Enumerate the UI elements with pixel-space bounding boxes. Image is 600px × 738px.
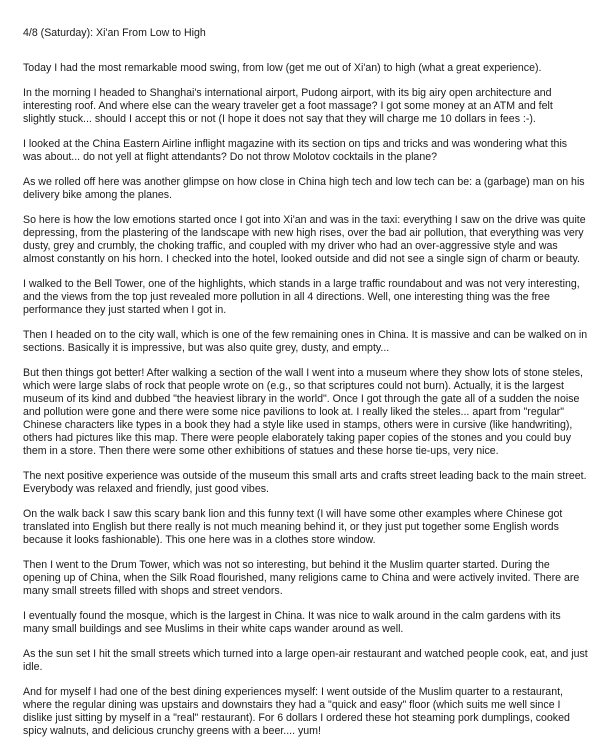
paragraph: Today I had the most remarkable mood swing, from low (get me out of Xi'an) to high (what a great experience). bbox=[23, 62, 542, 74]
paragraph: But then things got better! After walking a section of the wall I went into a museum where they show lots of stone steles, which were large slabs of rock that people wrote on (e.g., so that scriptures could not burn). Actually, it is the largest museum of its kind and dubbed "the heaviest library in the world". Once I got through the gate all of a sudden the noise and pollution were gone and there were some nice pavilions to look at. I really liked the steles... apart from "regular" Chinese characters like types in a book they had a style like used in stamps, others were in cursive (like handwriting), others had pictures like this map. There were people elaborately taking paper copies of the stones and you could buy them in a store. Then there were some other exhibitions of statues and these horse tie-ups, very nice. bbox=[23, 367, 584, 457]
paragraph: As we rolled off here was another glimpse on how close in China high tech and low tech can be: a (garbage) man on his delivery bike among the planes. bbox=[23, 176, 585, 201]
paragraph: The next positive experience was outside of the museum this small arts and crafts street leading back to the main street. Everybody was relaxed and friendly, just good vibes. bbox=[23, 470, 587, 495]
paragraph: I looked at the China Eastern Airline inflight magazine with its section on tips and tricks and was wondering what this was about... do not yell at flight attendants? Do not throw Molotov cocktails in the plane? bbox=[23, 138, 568, 163]
document-title: 4/8 (Saturday): Xi'an From Low to High bbox=[23, 27, 206, 39]
paragraph: I walked to the Bell Tower, one of the highlights, which stands in a large traffic roundabout and was not very interesting, and the views from the top just revealed more pollution in all 4 directions. Well, one interesting thing was the free performance they just started when I got in. bbox=[23, 278, 580, 316]
paragraph: So here is how the low emotions started once I got into Xi'an and was in the taxi: everything I saw on the drive was quite depressing, from the plastering of the landscape with new high rises, over the bad air pollution, that everything was very dusty, grey and crumbly, the choking traffic, and coupled with my driver who had an over-aggressive style and was almost constantly on his horn. I checked into the hotel, looked outside and did not see a single sign of charm or beauty. bbox=[23, 214, 586, 265]
paragraph: In the morning I headed to Shanghai's international airport, Pudong airport, with its big airy open architecture and interesting roof. And where else can the weary traveler get a foot massage? I got some money at an ATM and felt slightly stuck... should I accept this or not (I hope it does not say that they will charge me 10 dollars in fees :-). bbox=[23, 87, 553, 125]
paragraph: I eventually found the mosque, which is the largest in China. It was nice to walk around in the calm gardens with its many small buildings and see Muslims in their white caps wander around as well. bbox=[23, 610, 561, 635]
paragraph: Then I headed on to the city wall, which is one of the few remaining ones in China. It is massive and can be walked on in sections. Basically it is impressive, but was also quite grey, dusty, and empty... bbox=[23, 329, 588, 354]
paragraph-list bbox=[23, 62, 588, 738]
paragraph: And for myself I had one of the best dining experiences myself: I went outside of the Muslim quarter to a restaurant, where the regular dining was upstairs and downstairs they had a "quick and easy" floor (which suits me well since I dislike just sitting by myself in a "real" restaurant). For 6 dollars I ordered these hot steaming pork dumplings, cooked spicy walnuts, and delicious crunchy greens with a beer.... yum! bbox=[23, 686, 570, 737]
paragraph: On the walk back I saw this scary bank lion and this funny text (I will have some other examples where Chinese got translated into English but there really is not much meaning behind it, or they just put together some English words because it looks fashionable). This one here was in a clothes store window. bbox=[23, 508, 563, 546]
paragraph: As the sun set I hit the small streets which turned into a large open-air restaurant and watched people cook, eat, and just idle. bbox=[23, 648, 588, 673]
paragraph: Then I went to the Drum Tower, which was not so interesting, but behind it the Muslim quarter started. During the opening up of China, when the Silk Road flourished, many religions came to China and were actively invited. There are many small streets filled with shops and street vendors. bbox=[23, 559, 580, 597]
